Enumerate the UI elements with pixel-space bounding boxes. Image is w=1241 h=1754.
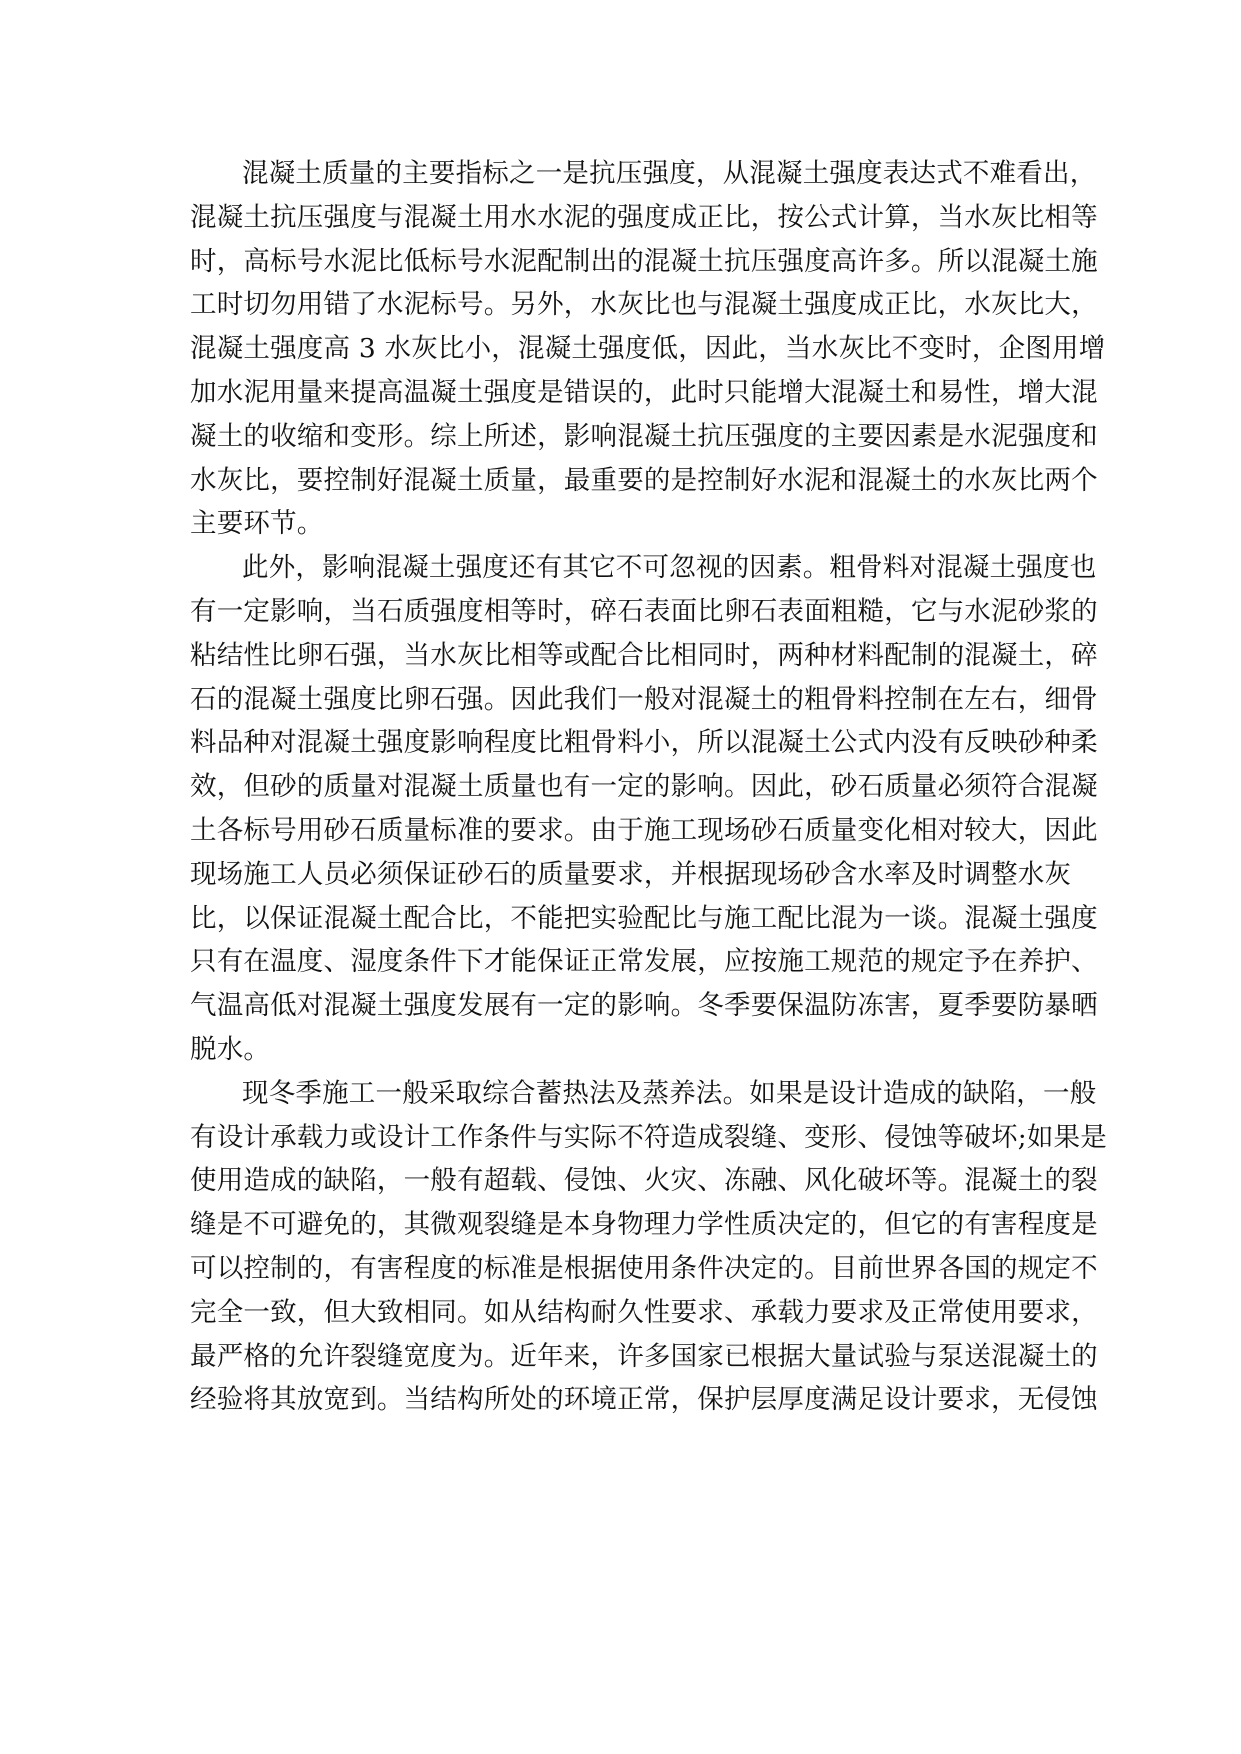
- paragraph-2-line: 土各标号用砂石质量标准的要求。由于施工现场砂石质量变化相对较大，因此: [190, 814, 1098, 846]
- paragraph-2-line: 气温高低对混凝土强度发展有一定的影响。冬季要保温防冻害，夏季要防暴晒: [190, 990, 1098, 1022]
- paragraph-3-line: 完全一致，但大致相同。如从结构耐久性要求、承载力要求及正常使用要求，: [190, 1296, 1098, 1328]
- paragraph-3-line: 有设计承载力或设计工作条件与实际不符造成裂缝、变形、侵蚀等破坏;如果是: [190, 1121, 1107, 1153]
- paragraph-3-line: 缝是不可避免的，其微观裂缝是本身物理力学性质决定的，但它的有害程度是: [190, 1209, 1098, 1241]
- paragraph-2-line: 此外，影响混凝土强度还有其它不可忽视的因素。粗骨料对混凝土强度也: [242, 552, 1097, 584]
- paragraph-1-line: 工时切勿用错了水泥标号。另外，水灰比也与混凝土强度成正比，水灰比大，: [190, 289, 1098, 321]
- paragraph-1-line: 凝土的收缩和变形。综上所述，影响混凝土抗压强度的主要因素是水泥强度和: [190, 420, 1098, 452]
- paragraph-2-line: 脱水。: [190, 1033, 271, 1065]
- paragraph-2-line: 只有在温度、湿度条件下才能保证正常发展，应按施工规范的规定予在养护、: [190, 946, 1098, 978]
- body-text: [190, 152, 1107, 1422]
- paragraph-1-line: 混凝土抗压强度与混凝土用水水泥的强度成正比，按公式计算，当水灰比相等: [190, 201, 1098, 233]
- paragraph-3-line: 最严格的允许裂缝宽度为。近年来，许多国家已根据大量试验与泵送混凝土的: [190, 1340, 1098, 1372]
- paragraph-2-line: 粘结性比卵石强，当水灰比相等或配合比相同时，两种材料配制的混凝土，碎: [190, 639, 1098, 671]
- paragraph-2-line: 现场施工人员必须保证砂石的质量要求，并根据现场砂含水率及时调整水灰: [190, 858, 1072, 890]
- paragraph-3-line: 使用造成的缺陷，一般有超载、侵蚀、火灾、冻融、风化破坏等。混凝土的裂: [190, 1165, 1098, 1197]
- paragraph-3-line: 现冬季施工一般采取综合蓄热法及蒸养法。如果是设计造成的缺陷，一般: [242, 1077, 1097, 1109]
- paragraph-2-line: 料品种对混凝土强度影响程度比粗骨料小，所以混凝土公式内没有反映砂种柔: [190, 727, 1098, 759]
- paragraph-1-line: 时，高标号水泥比低标号水泥配制出的混凝土抗压强度高许多。所以混凝土施: [190, 245, 1098, 277]
- paragraph-1-line: 主要环节。: [190, 508, 324, 540]
- paragraph-3-line: 可以控制的，有害程度的标准是根据使用条件决定的。目前世界各国的规定不: [190, 1252, 1098, 1284]
- paragraph-1-line: 混凝土强度高 3 水灰比小，混凝土强度低，因此，当水灰比不变时，企图用增: [190, 333, 1106, 365]
- paragraph-2-line: 比，以保证混凝土配合比，不能把实验配比与施工配比混为一谈。混凝土强度: [190, 902, 1098, 934]
- paragraph-2-line: 有一定影响，当石质强度相等时，碎石表面比卵石表面粗糙，它与水泥砂浆的: [190, 595, 1098, 627]
- paragraph-1-line: 水灰比，要控制好混凝土质量，最重要的是控制好水泥和混凝土的水灰比两个: [190, 464, 1098, 496]
- paragraph-2-line: 效，但砂的质量对混凝土质量也有一定的影响。因此，砂石质量必须符合混凝: [190, 771, 1098, 803]
- paragraph-1-line: 混凝土质量的主要指标之一是抗压强度，从混凝土强度表达式不难看出，: [242, 158, 1097, 189]
- paragraph-3-line: 经验将其放宽到。当结构所处的环境正常，保护层厚度满足设计要求，无侵蚀: [190, 1384, 1098, 1416]
- paragraph-2-line: 石的混凝土强度比卵石强。因此我们一般对混凝土的粗骨料控制在左右，细骨: [190, 683, 1098, 715]
- paragraph-1-line: 加水泥用量来提高温凝土强度是错误的，此时只能增大混凝土和易性，增大混: [190, 376, 1098, 408]
